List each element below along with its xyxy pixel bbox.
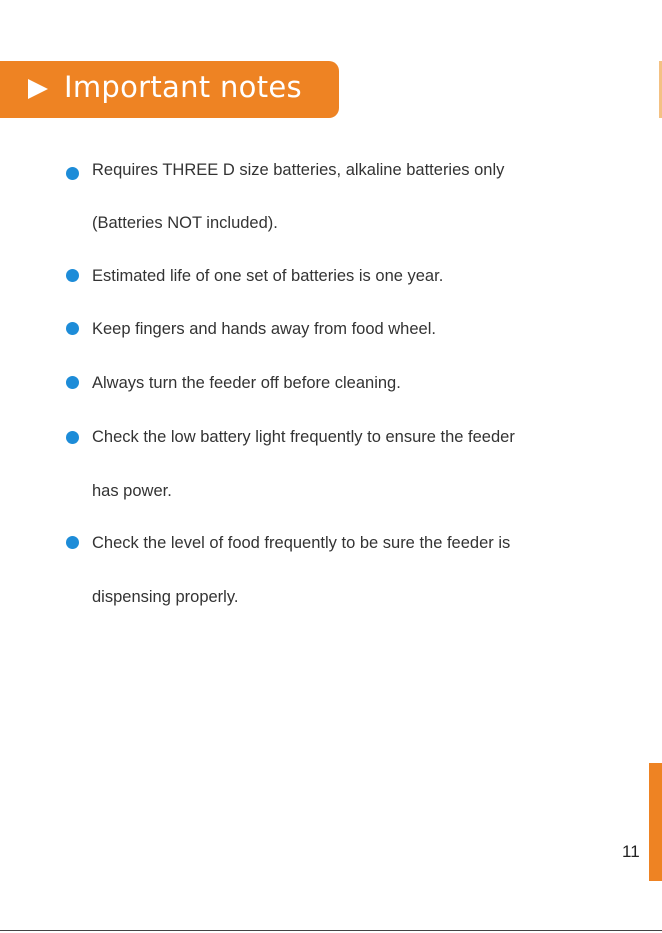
section-title: Important notes <box>64 70 302 104</box>
note-2-line-1: Estimated life of one set of batteries is one year. <box>92 267 444 285</box>
bullet-icon <box>66 376 79 389</box>
bullet-icon <box>66 269 79 282</box>
page-number: 11 <box>622 842 640 861</box>
bullet-icon <box>66 322 79 335</box>
note-3-line-1: Keep fingers and hands away from food wheel. <box>92 320 436 338</box>
bullet-icon <box>66 431 79 444</box>
note-1-line-1: Requires THREE D size batteries, alkaline batteries only <box>92 161 505 179</box>
note-5-line-2: has power. <box>92 482 172 500</box>
bullet-icon <box>66 536 79 549</box>
bullet-icon <box>66 167 79 180</box>
note-1-line-2: (Batteries NOT included). <box>92 214 278 232</box>
bottom-rule <box>0 930 662 931</box>
section-header <box>0 61 339 118</box>
note-5-line-1: Check the low battery light frequently to ensure the feeder <box>92 428 515 446</box>
note-6-line-2: dispensing properly. <box>92 588 239 606</box>
note-6-line-1: Check the level of food frequently to be sure the feeder is <box>92 534 511 552</box>
edge-tab-bottom <box>649 763 662 881</box>
note-4-line-1: Always turn the feeder off before cleaning. <box>92 374 401 392</box>
play-triangle-icon <box>28 79 48 99</box>
